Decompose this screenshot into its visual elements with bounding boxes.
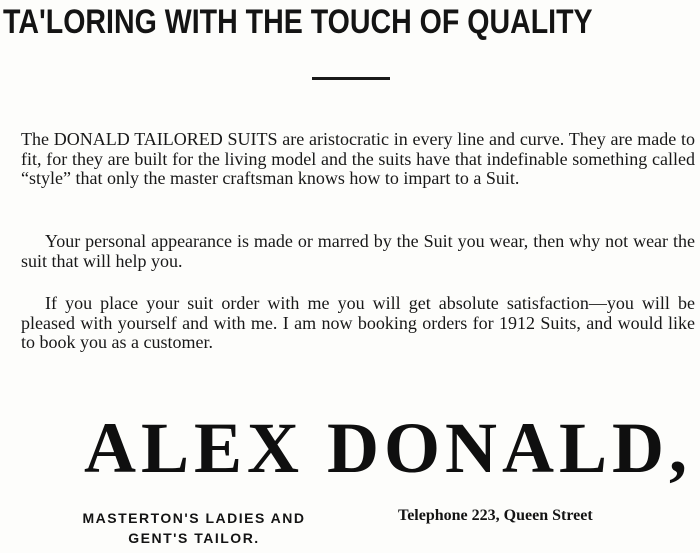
tailor-description-line1: MASTERTON'S LADIES AND [82,510,306,526]
paragraph-appearance: Your personal appearance is made or marred by the Suit you wear, then why not wear the suit that will help you. [21,231,695,271]
tailor-name: ALEX DONALD, [84,408,693,488]
tailor-description [34,508,354,548]
decorative-rule [312,77,390,80]
contact-address: Telephone 223, Queen Street [398,507,593,524]
tailor-description-line2: GENT'S TAILOR. [128,530,260,546]
paragraph-order: If you place your suit order with me you will get absolute satisfaction—you will be pleased with yourself and with me. I am now booking orders for 1912 Suits, and would like to book you as a customer. [21,293,695,352]
advertisement-headline: TA'LORING WITH THE TOUCH OF QUALITY [3,3,593,41]
paragraph-quality: The DONALD TAILORED SUITS are aristocratic in every line and curve. They are made to fit, for they are built for the living model and the suits have that indefinable something called “style” that only the master craftsman knows how to impart to a Suit. [21,129,695,188]
